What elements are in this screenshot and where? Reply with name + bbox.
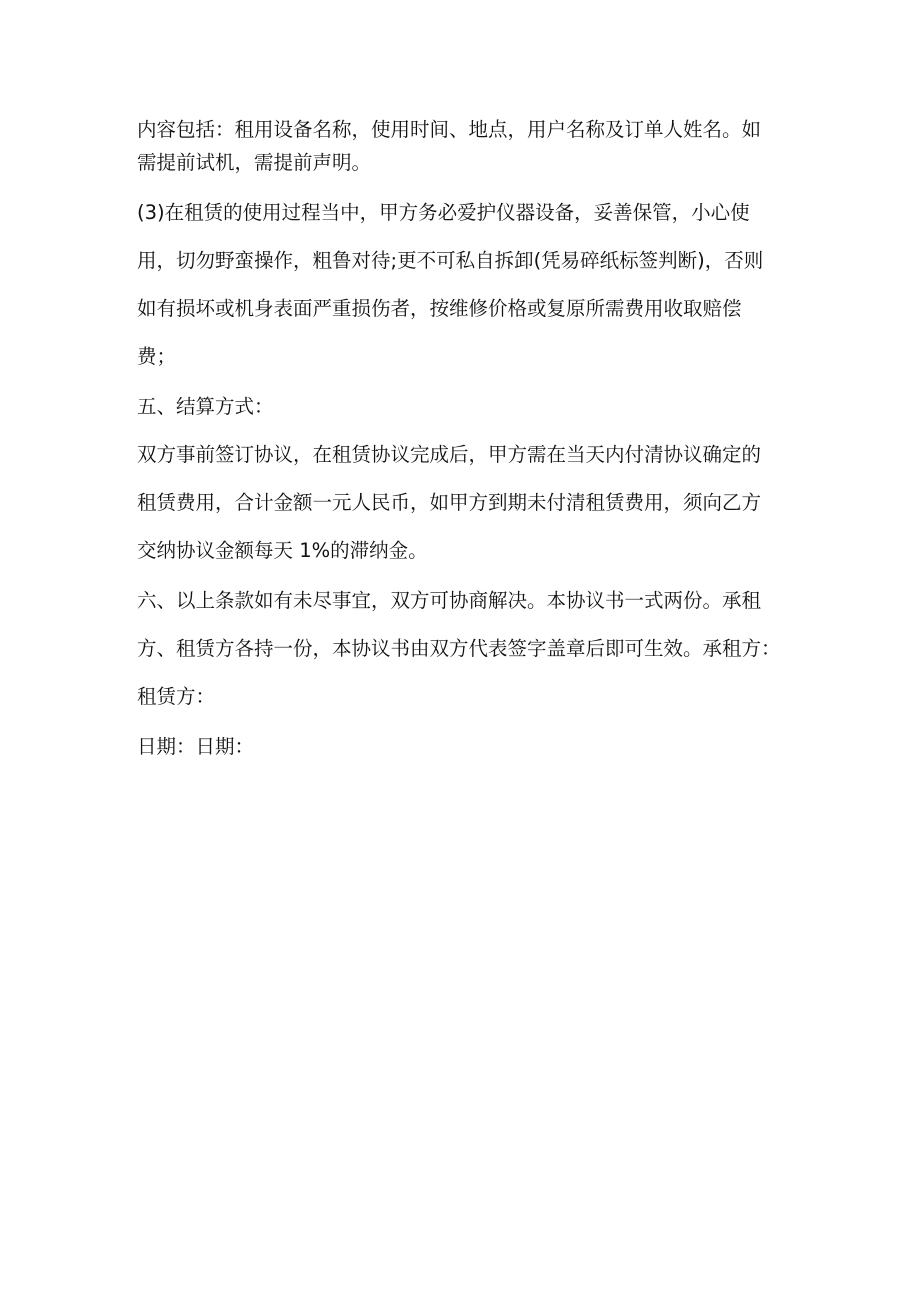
text-line: 用，切勿野蛮操作，粗鲁对待;更不可私自拆卸(凭易碎纸标签判断)，否则 — [137, 249, 764, 272]
signature-label: 租赁方： — [137, 685, 216, 708]
text-line: 费； — [137, 345, 177, 368]
text-line: 方、租赁方各持一份，本协议书由双方代表签字盖章后即可生效。承租方： — [137, 637, 781, 660]
text-line: 交纳协议金额每天 1%的滞纳金。 — [137, 539, 428, 562]
text-line: 如有损坏或机身表面严重损伤者，按维修价格或复原所需费用收取赔偿 — [137, 297, 742, 320]
text-line: 双方事前签订协议，在租赁协议完成后，甲方需在当天内付清协议确定的 — [137, 443, 762, 466]
text-line: 租赁费用，合计金额一元人民币，如甲方到期未付清租赁费用，须向乙方 — [137, 491, 762, 514]
text-line: (3)在租赁的使用过程当中，甲方务必爱护仪器设备，妥善保管，小心使 — [137, 201, 750, 224]
section-heading: 五、结算方式： — [137, 395, 274, 418]
text-line: 需提前试机，需提前声明。 — [137, 151, 372, 174]
text-line: 内容包括：租用设备名称，使用时间、地点，用户名称及订单人姓名。如 — [137, 118, 762, 141]
date-label: 日期：日期： — [137, 735, 255, 758]
text-line: 六、以上条款如有未尽事宜，双方可协商解决。本协议书一式两份。承租 — [137, 589, 762, 612]
